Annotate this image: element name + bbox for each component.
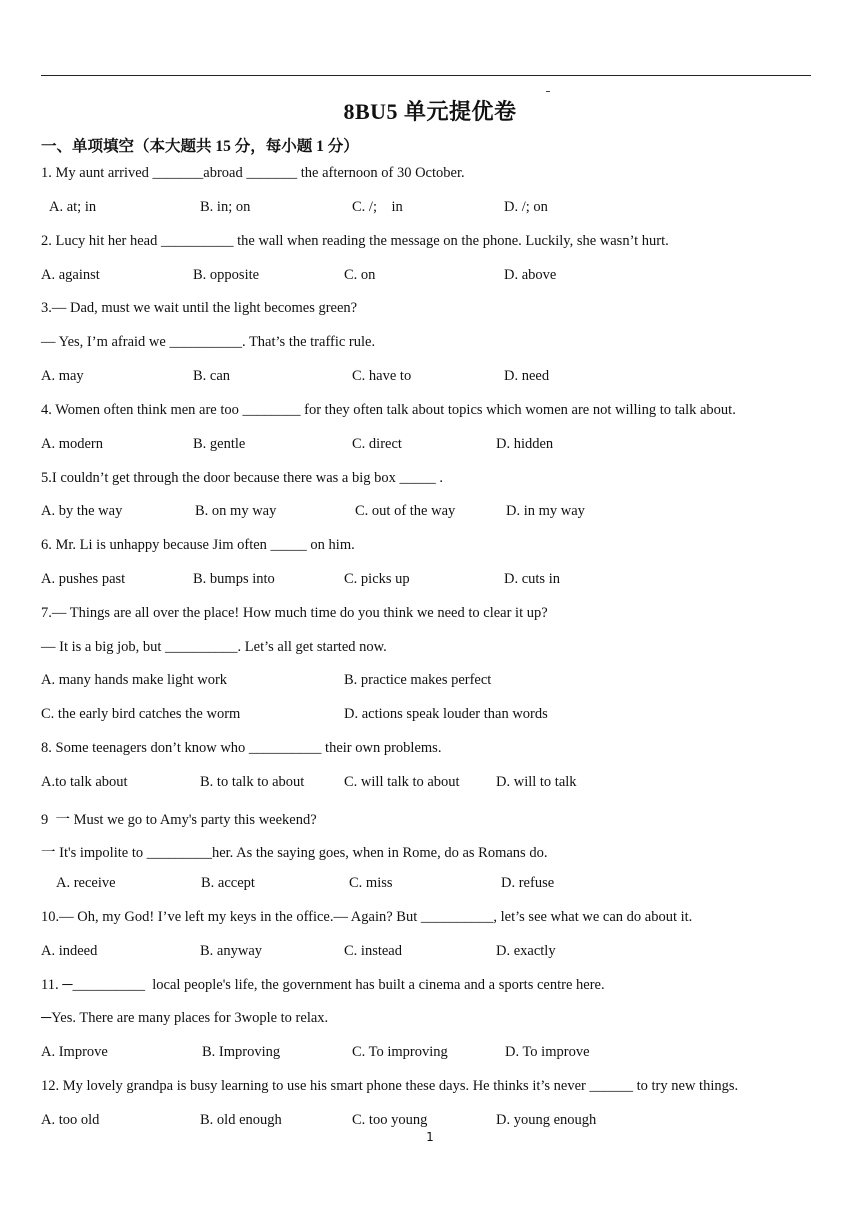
q2-option-a: A. against <box>41 267 100 283</box>
question-2-stem: 2. Lucy hit her head __________ the wall when reading the message on the phone. Luckily, she wasn’t hurt. <box>41 233 669 249</box>
q5-option-d: D. in my way <box>506 503 585 519</box>
q6-option-c: C. picks up <box>344 571 410 587</box>
q11-option-c: C. To improving <box>352 1044 448 1060</box>
q12-option-a: A. too old <box>41 1112 100 1128</box>
document-title: 8BU5 单元提优卷 <box>343 99 517 124</box>
q11-option-d: D. To improve <box>505 1044 590 1060</box>
header-mark <box>546 91 550 92</box>
question-12-stem: 12. My lovely grandpa is busy learning to use his smart phone these days. He thinks it’s never ______ to try new things. <box>41 1078 739 1094</box>
question-9-reply: 一 It's impolite to _________her. As the saying goes, when in Rome, do as Romans do. <box>41 845 548 861</box>
question-5-stem: 5.I couldn’t get through the door because there was a big box _____ . <box>41 470 444 486</box>
q9-option-a: A. receive <box>56 875 116 891</box>
q9-option-c: C. miss <box>349 875 393 891</box>
question-9-stem: 9 一 Must we go to Amy's party this weekend? <box>41 812 317 828</box>
q1-option-c: C. /; in <box>352 199 403 215</box>
q3-option-a: A. may <box>41 368 84 384</box>
q1-option-d: D. /; on <box>504 199 548 215</box>
q1-option-a: A. at; in <box>49 199 97 215</box>
page-number: 1 <box>426 1130 434 1144</box>
question-6-stem: 6. Mr. Li is unhappy because Jim often _____ on him. <box>41 537 355 553</box>
q7-option-c: C. the early bird catches the worm <box>41 706 241 722</box>
q9-option-b: B. accept <box>201 875 255 891</box>
q3-option-c: C. have to <box>352 368 412 384</box>
q4-option-c: C. direct <box>352 436 402 452</box>
q3-option-d: D. need <box>504 368 550 384</box>
question-3-stem: 3.— Dad, must we wait until the light becomes green? <box>41 300 358 316</box>
q5-option-a: A. by the way <box>41 503 123 519</box>
q11-option-b: B. Improving <box>202 1044 281 1060</box>
q9-option-d: D. refuse <box>501 875 555 891</box>
top-rule <box>41 75 811 76</box>
q12-option-b: B. old enough <box>200 1112 282 1128</box>
q2-option-c: C. on <box>344 267 376 283</box>
q8-option-c: C. will talk to about <box>344 774 460 790</box>
question-7-stem: 7.— Things are all over the place! How much time do you think we need to clear it up? <box>41 605 548 621</box>
section-heading: 一、单项填空（本大题共 15 分，每小题 1 分） <box>41 138 359 155</box>
question-11-reply: ─Yes. There are many places for 3wople to relax. <box>41 1010 329 1026</box>
q2-option-d: D. above <box>504 267 557 283</box>
q5-option-c: C. out of the way <box>355 503 456 519</box>
q6-option-b: B. bumps into <box>193 571 275 587</box>
q7-option-b: B. practice makes perfect <box>344 672 492 688</box>
q8-option-b: B. to talk to about <box>200 774 305 790</box>
q10-option-a: A. indeed <box>41 943 98 959</box>
q7-option-a: A. many hands make light work <box>41 672 228 688</box>
question-3-reply: — Yes, I’m afraid we __________. That’s the traffic rule. <box>41 334 376 350</box>
q7-option-d: D. actions speak louder than words <box>344 706 548 722</box>
question-4-stem: 4. Women often think men are too ________ for they often talk about topics which women are not willing to talk about. <box>41 402 736 418</box>
q4-option-d: D. hidden <box>496 436 554 452</box>
q4-option-a: A. modern <box>41 436 104 452</box>
question-1-stem: 1. My aunt arrived _______abroad _______ the afternoon of 30 October. <box>41 165 465 181</box>
q12-option-c: C. too young <box>352 1112 428 1128</box>
q3-option-b: B. can <box>193 368 231 384</box>
q1-option-b: B. in; on <box>200 199 251 215</box>
question-8-stem: 8. Some teenagers don’t know who __________ their own problems. <box>41 740 442 756</box>
q10-option-b: B. anyway <box>200 943 263 959</box>
q2-option-b: B. opposite <box>193 267 260 283</box>
question-7-reply: — It is a big job, but __________. Let’s all get started now. <box>41 639 387 655</box>
question-10-stem: 10.— Oh, my God! I’ve left my keys in the office.— Again? But __________, let’s see what we can do about it. <box>41 909 693 925</box>
q6-option-d: D. cuts in <box>504 571 560 587</box>
q8-option-a: A.to talk about <box>41 774 128 790</box>
q4-option-b: B. gentle <box>193 436 246 452</box>
q11-option-a: A. Improve <box>41 1044 108 1060</box>
question-11-stem: 11. ─__________ local people's life, the government has built a cinema and a sports centre here. <box>41 977 605 993</box>
q5-option-b: B. on my way <box>195 503 277 519</box>
q6-option-a: A. pushes past <box>41 571 126 587</box>
q10-option-c: C. instead <box>344 943 402 959</box>
q8-option-d: D. will to talk <box>496 774 577 790</box>
q12-option-d: D. young enough <box>496 1112 597 1128</box>
q10-option-d: D. exactly <box>496 943 556 959</box>
